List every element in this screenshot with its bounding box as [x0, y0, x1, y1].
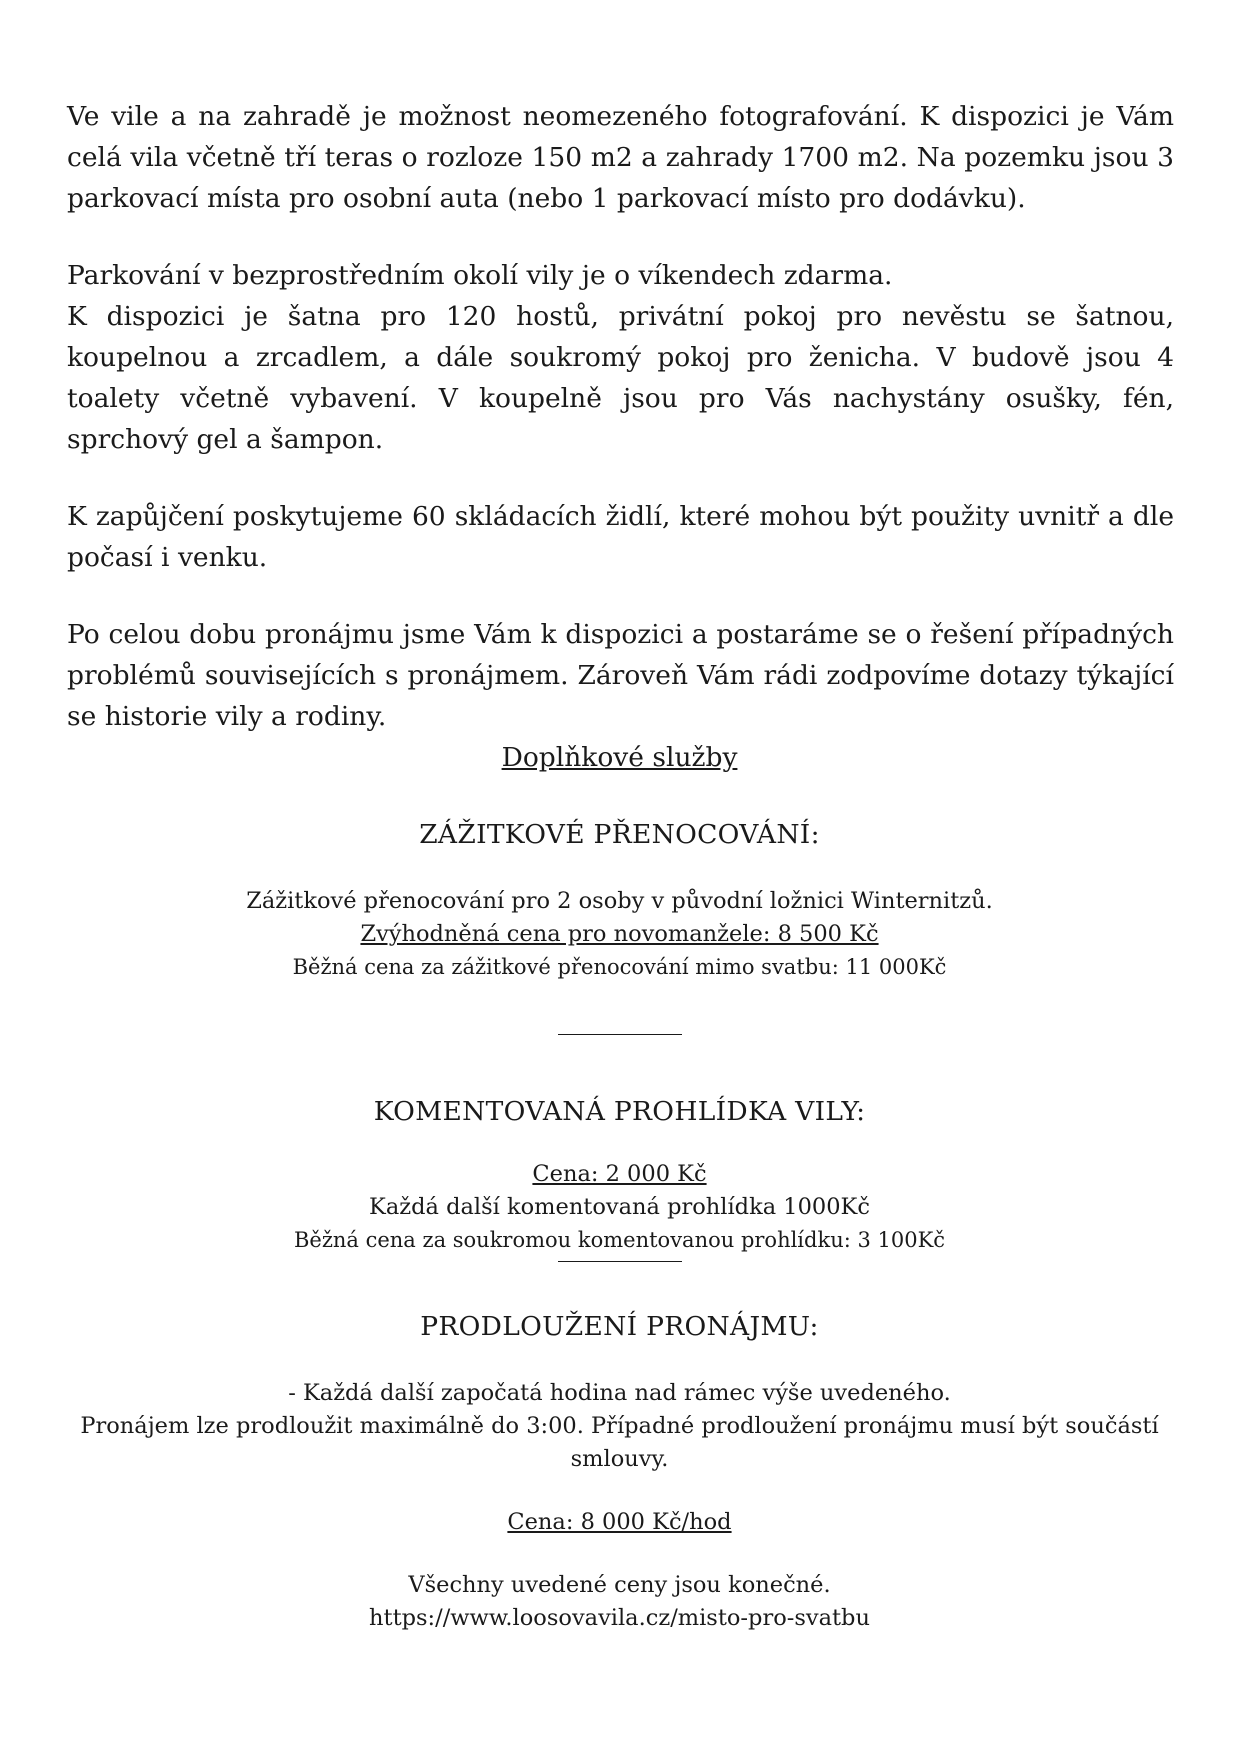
- overnight-discount-price: Zvýhodněná cena pro novomanžele: 8 500 Kč: [360, 921, 879, 947]
- paragraph-chairs: K zapůjčení poskytujeme 60 skládacích židlí, které mohou být použity uvnitř a dle počasí i venku.: [67, 501, 1174, 573]
- paragraph-photography: Ve vile a na zahradě je možnost neomezeného fotografování. K dispozici je Vám celá vila včetně tří teras o rozloze 150 m2 a zahrady 1700 m2. Na pozemku jsou 3 parkovací místa pro osobní auta (nebo 1 parkovací místo pro dodávku).: [67, 101, 1174, 214]
- document-page: [67, 96, 1174, 1635]
- overnight-description: Zážitkové přenocování pro 2 osoby v původní ložnici Winternitzů.: [246, 888, 993, 914]
- extension-title: PRODLOUŽENÍ PRONÁJMU:: [420, 1311, 819, 1342]
- services-heading: Doplňkové služby: [501, 742, 738, 773]
- tour-additional: Každá další komentovaná prohlídka 1000Kč: [369, 1194, 870, 1220]
- extension-price: Cena: 8 000 Kč/hod: [507, 1509, 732, 1535]
- overnight-regular-price: Běžná cena za zážitkové přenocování mimo svatbu: 11 000Kč: [292, 955, 947, 979]
- footer-url[interactable]: https://www.loosovavila.cz/misto-pro-svatbu: [369, 1605, 870, 1631]
- extension-line-2: Pronájem lze prodloužit maximálně do 3:00. Případné prodloužení pronájmu musí být součástí smlouvy.: [80, 1413, 1159, 1472]
- paragraph-parking: Parkování v bezprostředním okolí vily je o víkendech zdarma.: [67, 260, 893, 291]
- footer-note: Všechny uvedené ceny jsou konečné.: [408, 1572, 831, 1598]
- overnight-title: ZÁŽITKOVÉ PŘENOCOVÁNÍ:: [419, 819, 820, 850]
- paragraph-support: Po celou dobu pronájmu jsme Vám k dispozici a postaráme se o řešení případných problémů souvisejících s pronájmem. Zároveň Vám rádi zodpovíme dotazy týkající se historie vily a rodiny.: [67, 619, 1174, 732]
- tour-regular-price: Běžná cena za soukromou komentovanou prohlídku: 3 100Kč: [293, 1228, 946, 1252]
- tour-title: KOMENTOVANÁ PROHLÍDKA VILY:: [373, 1096, 866, 1127]
- tour-price: Cena: 2 000 Kč: [532, 1161, 707, 1187]
- extension-line-1: - Každá další započatá hodina nad rámec výše uvedeného.: [288, 1380, 951, 1406]
- paragraph-facilities: K dispozici je šatna pro 120 hostů, privátní pokoj pro nevěstu se šatnou, koupelnou a zrcadlem, a dále soukromý pokoj pro ženicha. V budově jsou 4 toalety včetně vybavení. V koupelně jsou pro Vás nachystány osušky, fén, sprchový gel a šampon.: [67, 301, 1174, 455]
